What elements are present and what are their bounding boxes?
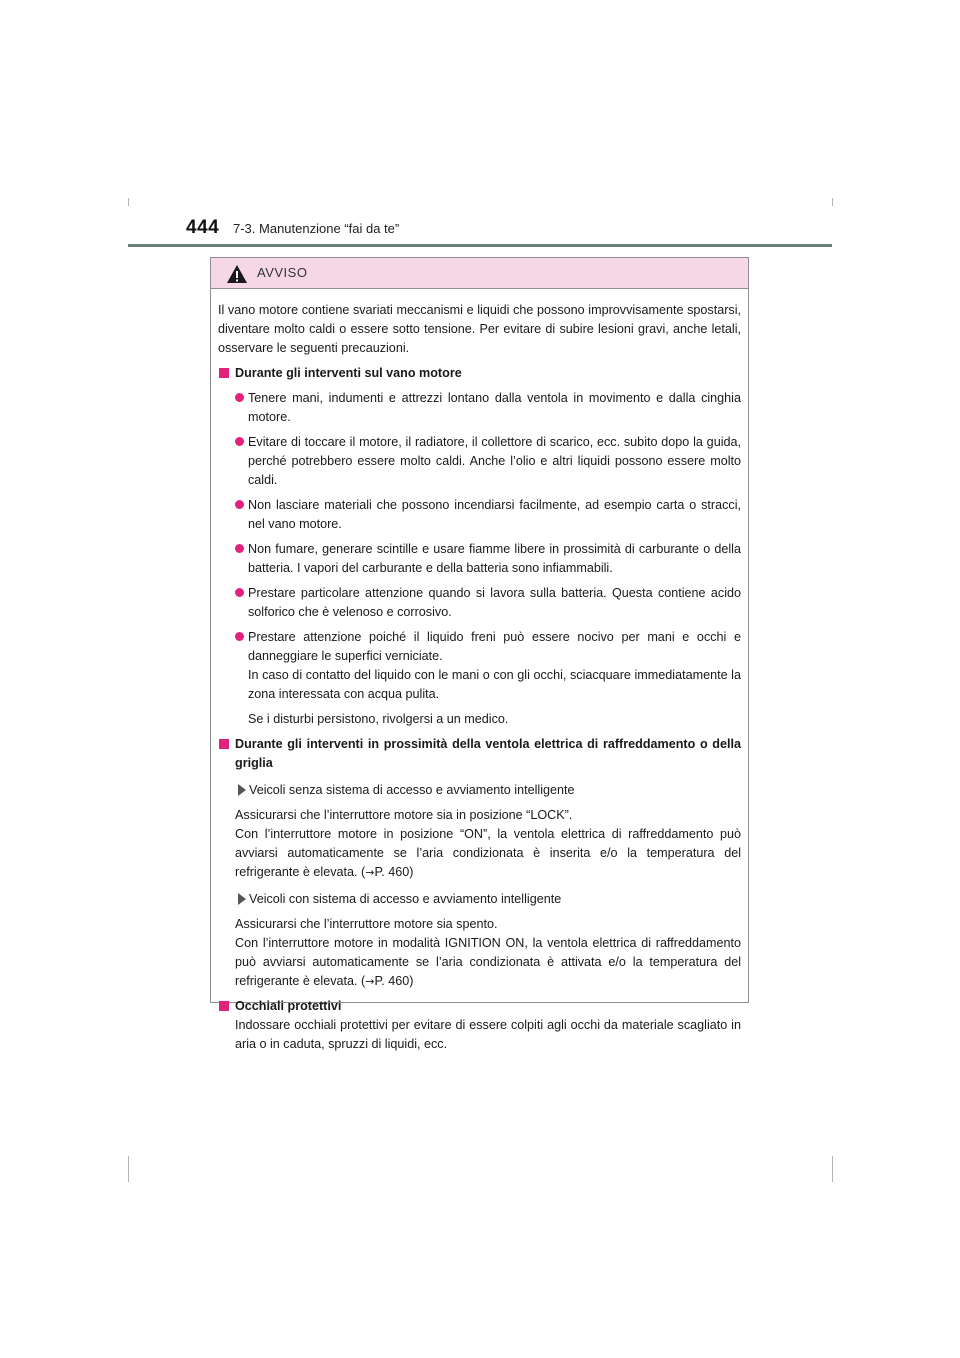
dot-bullet-icon	[235, 632, 244, 641]
section-title-fan: Durante gli interventi in prossimità della ventola elettrica di raffreddamento o della griglia	[235, 737, 741, 770]
dot-bullet-icon	[235, 588, 244, 597]
square-bullet-icon	[219, 739, 229, 749]
crop-mark	[832, 198, 833, 206]
list-item: Evitare di toccare il motore, il radiatore, il collettore di scarico, ecc. subito dopo la guida, perché potrebbero essere molto caldi. Anche l’olio e altri liquidi possono essere molto caldi.	[235, 433, 741, 490]
warning-intro: Il vano motore contiene svariati meccanismi e liquidi che possono improvvisamente spostarsi, diventare molto caldi o essere sotto tensione. Per evitare di subire lesioni gravi, anche letali, osservare le seguenti precauzioni.	[218, 303, 741, 355]
arrow-icon: →	[365, 866, 375, 879]
warning-header	[211, 258, 748, 289]
triangle-bullet-icon	[238, 893, 246, 905]
section-engine-compartment	[218, 364, 741, 729]
section-title-glasses: Occhiali protettivi	[235, 999, 342, 1013]
page-header	[128, 210, 832, 246]
section-cooling-fan: Durante gli interventi in prossimità della ventola elettrica di raffreddamento o della griglia Veicoli senza sistema di accesso e avviamento intelligente Assicurarsi che l’interruttore motore sia in posizione “LOCK”. Con l’interruttore motore in posizione “ON”, la ventola elettrica di raffreddamento può avviarsi automaticamente se l’aria condizionata è inserita e/o la temperatura del refrigerante è elevata. (→P. 460) Veicoli con sistema di accesso e avviamento intelligente Assicurarsi che l’interruttore motore sia spento. Con l’interruttore motore in modalità IGNITION ON, la ventola elettrica di raffreddamento può avviarsi automaticamente se l’aria condizionata è attivata e/o la temperatura del refrigerante è elevata. (→P. 460)	[218, 735, 741, 991]
vehicle-variant-with-smart-key: Veicoli con sistema di accesso e avviamento intelligente	[235, 890, 741, 909]
dot-bullet-icon	[235, 437, 244, 446]
dot-bullet-icon	[235, 544, 244, 553]
list-item: Prestare particolare attenzione quando si lavora sulla batteria. Questa contiene acido solforico che è velenoso e corrosivo.	[235, 584, 741, 622]
warning-body	[211, 289, 748, 1054]
square-bullet-icon	[219, 1001, 229, 1011]
section-title: 7-3. Manutenzione “fai da te”	[233, 221, 400, 236]
triangle-bullet-icon	[238, 784, 246, 796]
page-number: 444	[186, 217, 220, 238]
list-item: Non fumare, generare scintille e usare fiamme libere in prossimità di carburante o della batteria. I vapori del carburante e della batteria sono infiammabili.	[235, 540, 741, 578]
page-reference[interactable]: P. 460)	[374, 974, 414, 988]
list-item: Tenere mani, indumenti e attrezzi lontano dalla ventola in movimento e dalla cinghia motore.	[235, 389, 741, 427]
crop-mark	[832, 1156, 833, 1182]
arrow-icon: →	[365, 975, 375, 988]
header-rule	[128, 244, 832, 247]
dot-bullet-icon	[235, 500, 244, 509]
section-protective-glasses: Occhiali protettivi Indossare occhiali protettivi per evitare di essere colpiti agli occhi da materiale scagliato in aria o in caduta, spruzzi di liquidi, ecc.	[218, 997, 741, 1054]
warning-box	[210, 257, 749, 1051]
page-reference[interactable]: P. 460)	[374, 865, 414, 879]
warning-title: AVVISO	[257, 265, 308, 280]
crop-mark	[128, 198, 129, 206]
list-item: Non lasciare materiali che possono incendiarsi facilmente, ad esempio carta o stracci, nel vano motore.	[235, 496, 741, 534]
crop-mark	[128, 1156, 129, 1182]
warning-triangle-icon	[226, 264, 248, 284]
vehicle-variant-without-smart-key: Veicoli senza sistema di accesso e avviamento intelligente	[235, 781, 741, 800]
square-bullet-icon	[219, 368, 229, 378]
section-title-engine: Durante gli interventi sul vano motore	[235, 366, 462, 380]
list-item-brake-fluid: Prestare attenzione poiché il liquido freni può essere nocivo per mani e occhi e danneggiare le superfici verniciate. In caso di contatto del liquido con le mani o con gli occhi, sciacquare immediatamente la zona interessata con acqua pulita. Se i disturbi persistono, rivolgersi a un medico.	[235, 628, 741, 729]
dot-bullet-icon	[235, 393, 244, 402]
